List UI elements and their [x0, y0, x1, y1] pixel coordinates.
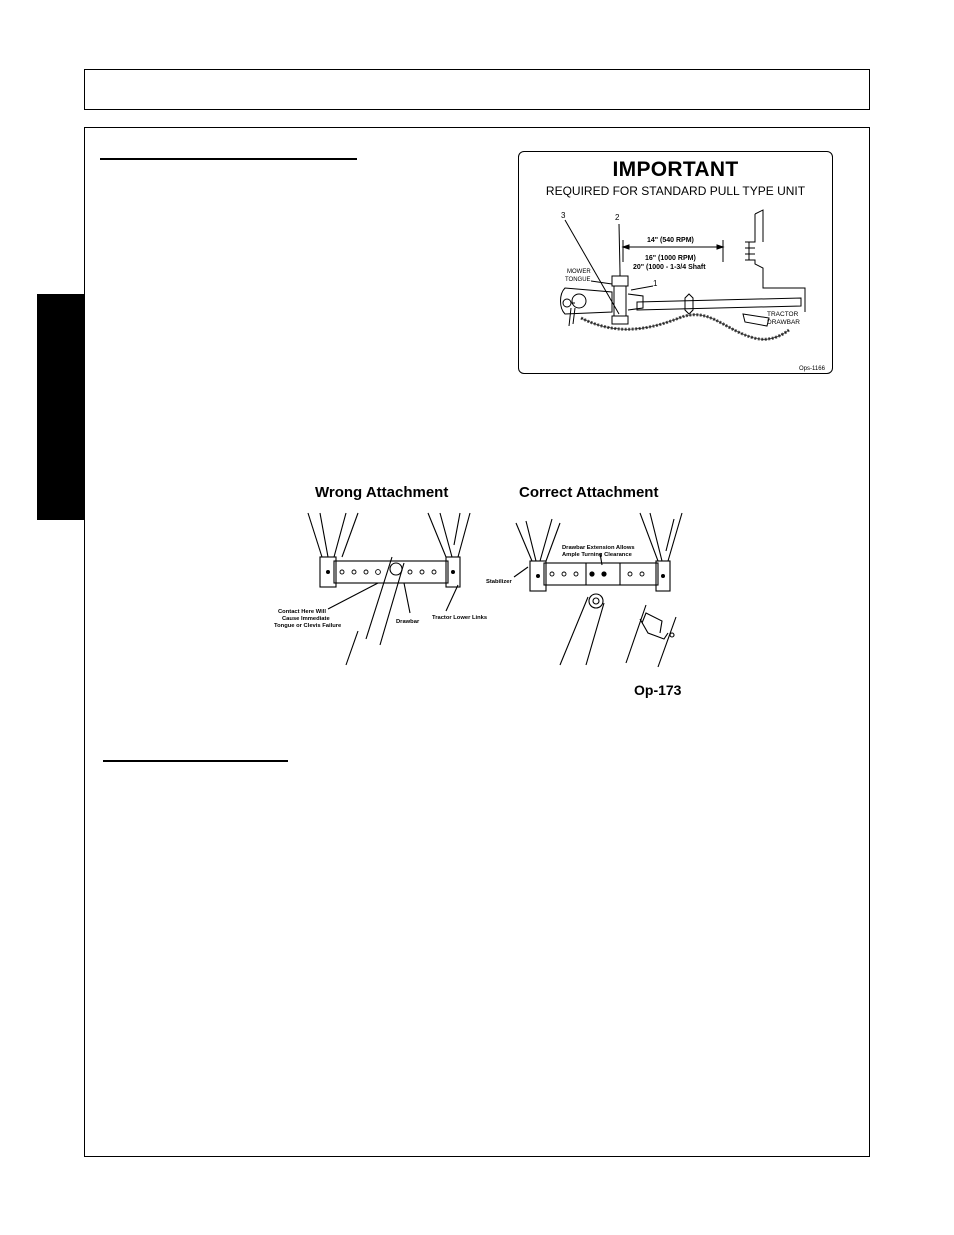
page-header-box	[84, 69, 870, 110]
drawbar-attachment-diagram	[270, 505, 690, 675]
drawbar-hitch-diagram	[519, 202, 832, 374]
tractor-drawbar-label-line2: DRAWBAR	[767, 319, 800, 326]
dimension-1000-shaft: 20" (1000 - 1-3/4 Shaft	[633, 264, 706, 271]
callout-1: 1	[653, 279, 658, 288]
mower-tongue-label-line2: TONGUE	[565, 277, 591, 283]
contact-warning-line2: Cause Immediate	[282, 616, 330, 622]
section-heading-rule-bottom	[103, 760, 288, 762]
important-subtitle: REQUIRED FOR STANDARD PULL TYPE UNIT	[545, 184, 806, 198]
dimension-1000-rpm: 16" (1000 RPM)	[645, 255, 696, 262]
tractor-drawbar-label-line1: TRACTOR	[767, 311, 799, 318]
section-side-tab	[37, 294, 84, 520]
important-figure-id: Ops-1166	[799, 366, 825, 372]
attachment-figure-id: Op-173	[634, 682, 682, 698]
wrong-attachment-title: Wrong Attachment	[315, 484, 449, 501]
mower-tongue-label-line1: MOWER	[567, 269, 591, 275]
contact-warning-line3: Tongue or Clevis Failure	[274, 623, 342, 629]
correct-attachment-title: Correct Attachment	[519, 484, 659, 501]
contact-warning-line1: Contact Here Will	[278, 609, 326, 615]
dimension-540-rpm: 14" (540 RPM)	[647, 237, 694, 244]
callout-2: 2	[615, 213, 620, 222]
important-drawbar-figure	[518, 151, 833, 374]
callout-3: 3	[561, 211, 566, 220]
tractor-lower-links-label: Tractor Lower Links	[432, 615, 488, 621]
drawbar-label: Drawbar	[396, 619, 420, 625]
stabilizer-label: Stabilizer	[486, 579, 512, 585]
drawbar-extension-line1: Drawbar Extension Allows	[562, 545, 635, 551]
section-heading-rule-top	[100, 158, 357, 160]
drawbar-extension-line2: Ample Turning Clearance	[562, 552, 632, 558]
important-title: IMPORTANT	[612, 158, 739, 181]
